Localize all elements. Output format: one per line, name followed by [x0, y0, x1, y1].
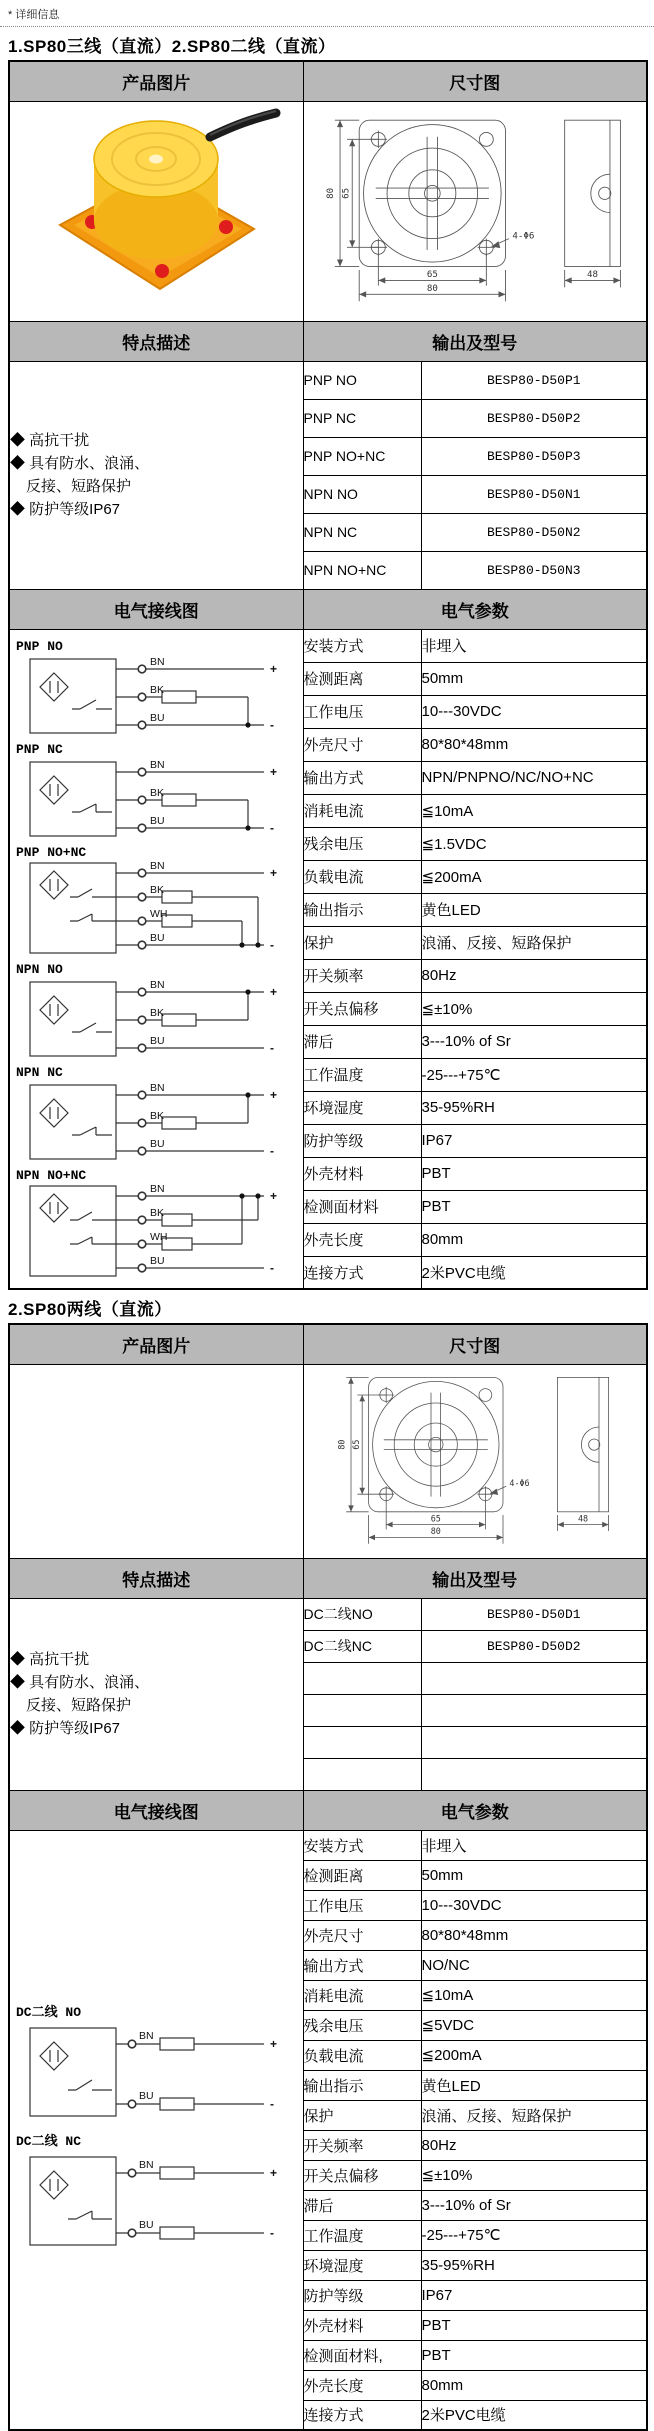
svg-text:BU: BU — [139, 2218, 154, 2231]
param-value-cell: 80*80*48mm — [421, 728, 647, 761]
param-value-cell: 浪涌、反接、短路保护 — [421, 2100, 647, 2130]
param-value-cell: 35-95%RH — [421, 1091, 647, 1124]
svg-text:4-Φ6: 4-Φ6 — [509, 1477, 530, 1488]
param-value-cell: 非埋入 — [421, 629, 647, 662]
param-label-cell: 连接方式 — [303, 2400, 421, 2430]
svg-text:+: + — [270, 2165, 278, 2180]
param-label-cell: 连接方式 — [303, 1256, 421, 1289]
col-header-dimension-1: 尺寸图 — [303, 61, 647, 101]
section1-table — [8, 60, 648, 1290]
dimension-diagram-2 — [319, 1366, 631, 1552]
param-label-cell: 检测面材料, — [303, 2340, 421, 2370]
svg-text:80: 80 — [430, 1525, 441, 1536]
output-type-cell — [303, 1662, 421, 1694]
output-type-cell: NPN NO — [303, 475, 421, 513]
param-value-cell: 50mm — [421, 662, 647, 695]
param-value-cell: PBT — [421, 2340, 647, 2370]
param-label-cell: 开关点偏移 — [303, 992, 421, 1025]
param-value-cell: ≦±10% — [421, 2160, 647, 2190]
features-cell-1: ◆ 高抗干扰 ◆ 具有防水、浪涌、 反接、短路保护 ◆ 防护等级IP67 — [9, 361, 303, 589]
svg-text:+: + — [270, 1188, 278, 1203]
param-value-cell: 50mm — [421, 1860, 647, 1890]
param-label-cell: 检测距离 — [303, 1860, 421, 1890]
svg-text:BK: BK — [150, 683, 165, 696]
svg-text:BN: BN — [139, 2029, 154, 2042]
svg-text:WH: WH — [150, 1230, 168, 1243]
col-header-output-2: 输出及型号 — [303, 1558, 647, 1598]
svg-text:PNP NC: PNP NC — [16, 741, 63, 757]
param-label-cell: 输出指示 — [303, 2070, 421, 2100]
svg-text:DC二线 NO: DC二线 NO — [16, 2004, 82, 2020]
svg-text:BN: BN — [150, 758, 165, 771]
svg-text:PNP NO: PNP NO — [16, 638, 63, 654]
param-value-cell: 2米PVC电缆 — [421, 2400, 647, 2430]
param-value-cell: IP67 — [421, 2280, 647, 2310]
svg-text:BU: BU — [150, 711, 165, 724]
output-model-cell: BESP80-D50N3 — [421, 551, 647, 589]
param-label-cell: 残余电压 — [303, 2010, 421, 2040]
svg-text:-: - — [270, 1143, 274, 1158]
dimension-diagram-cell-1 — [303, 101, 647, 321]
param-label-cell: 外壳材料 — [303, 2310, 421, 2340]
param-value-cell: 80*80*48mm — [421, 1920, 647, 1950]
svg-text:-: - — [270, 2096, 274, 2111]
param-label-cell: 负载电流 — [303, 860, 421, 893]
param-value-cell: ≦10mA — [421, 1980, 647, 2010]
output-type-cell: PNP NC — [303, 399, 421, 437]
output-model-cell — [421, 1758, 647, 1790]
detail-info-note: * 详细信息 — [8, 9, 60, 21]
param-label-cell: 防护等级 — [303, 1124, 421, 1157]
svg-text:NPN NC: NPN NC — [16, 1064, 63, 1080]
param-label-cell: 保护 — [303, 926, 421, 959]
param-label-cell: 安装方式 — [303, 1830, 421, 1860]
svg-text:+: + — [270, 1087, 278, 1102]
output-model-cell — [421, 1662, 647, 1694]
param-label-cell: 环境湿度 — [303, 1091, 421, 1124]
param-label-cell: 开关点偏移 — [303, 2160, 421, 2190]
svg-text:80: 80 — [325, 187, 336, 199]
param-value-cell: 80mm — [421, 1223, 647, 1256]
dimension-diagram-1 — [305, 108, 645, 310]
param-value-cell: 浪涌、反接、短路保护 — [421, 926, 647, 959]
param-label-cell: 工作温度 — [303, 1058, 421, 1091]
col-header-output-1: 输出及型号 — [303, 321, 647, 361]
output-model-cell: BESP80-D50N2 — [421, 513, 647, 551]
col-header-features-1: 特点描述 — [9, 321, 303, 361]
param-value-cell: 3---10% of Sr — [421, 1025, 647, 1058]
wiring-diagram-dc2-nc — [12, 2131, 300, 2259]
section1-heading: 1.SP80三线（直流）2.SP80二线（直流） — [8, 37, 336, 56]
output-model-cell: BESP80-D50D2 — [421, 1630, 647, 1662]
wiring-diagram-pnp-no — [12, 637, 300, 739]
svg-text:BK: BK — [150, 1109, 165, 1122]
features-cell-2: ◆ 高抗干扰 ◆ 具有防水、浪涌、 反接、短路保护 ◆ 防护等级IP67 — [9, 1598, 303, 1790]
param-value-cell: 3---10% of Sr — [421, 2190, 647, 2220]
param-label-cell: 防护等级 — [303, 2280, 421, 2310]
svg-text:BN: BN — [150, 1081, 165, 1094]
svg-text:BU: BU — [150, 1137, 165, 1150]
svg-text:80: 80 — [336, 1439, 347, 1450]
param-value-cell: ≦5VDC — [421, 2010, 647, 2040]
svg-text:BN: BN — [150, 655, 165, 668]
wiring-diagram-npn-nc — [12, 1063, 300, 1165]
wiring-diagram-pnp-nc — [12, 740, 300, 842]
output-model-cell — [421, 1726, 647, 1758]
output-model-cell: BESP80-D50N1 — [421, 475, 647, 513]
param-label-cell: 工作电压 — [303, 1890, 421, 1920]
param-label-cell: 滞后 — [303, 2190, 421, 2220]
param-label-cell: 外壳长度 — [303, 2370, 421, 2400]
wiring-cell-2 — [9, 1830, 303, 2430]
dotted-divider — [0, 25, 654, 27]
wiring-diagram-dc2-no — [12, 2002, 300, 2130]
product-photo-cell-2 — [9, 1364, 303, 1558]
col-header-wiring-1: 电气接线图 — [9, 589, 303, 629]
param-value-cell: ≦1.5VDC — [421, 827, 647, 860]
param-label-cell: 外壳长度 — [303, 1223, 421, 1256]
svg-text:48: 48 — [586, 269, 598, 280]
svg-text:PNP NO+NC: PNP NO+NC — [16, 844, 87, 860]
svg-text:65: 65 — [426, 269, 438, 280]
svg-text:BK: BK — [150, 786, 165, 799]
param-label-cell: 检测距离 — [303, 662, 421, 695]
svg-text:BK: BK — [150, 1006, 165, 1019]
param-value-cell: -25---+75℃ — [421, 2220, 647, 2250]
col-header-product-2: 产品图片 — [9, 1324, 303, 1364]
param-value-cell: 80Hz — [421, 2130, 647, 2160]
svg-text:WH: WH — [150, 907, 168, 920]
param-label-cell: 开关频率 — [303, 2130, 421, 2160]
output-type-cell — [303, 1726, 421, 1758]
svg-text:+: + — [270, 661, 278, 676]
svg-text:+: + — [270, 865, 278, 880]
product-photo — [30, 107, 282, 311]
svg-text:-: - — [270, 1260, 274, 1275]
output-model-cell: BESP80-D50P3 — [421, 437, 647, 475]
param-value-cell: 10---30VDC — [421, 695, 647, 728]
param-label-cell: 环境湿度 — [303, 2250, 421, 2280]
param-label-cell: 输出方式 — [303, 761, 421, 794]
wiring-diagram-pnp-nonc — [12, 843, 300, 959]
param-label-cell: 输出指示 — [303, 893, 421, 926]
wiring-diagram-npn-no — [12, 960, 300, 1062]
output-model-cell: BESP80-D50P2 — [421, 399, 647, 437]
col-header-params-1: 电气参数 — [303, 589, 647, 629]
param-label-cell: 保护 — [303, 2100, 421, 2130]
param-value-cell: 非埋入 — [421, 1830, 647, 1860]
param-value-cell: NPN/PNPNO/NC/NO+NC — [421, 761, 647, 794]
svg-text:BN: BN — [150, 1182, 165, 1195]
param-value-cell: 黄色LED — [421, 2070, 647, 2100]
output-type-cell: DC二线NC — [303, 1630, 421, 1662]
param-value-cell: -25---+75℃ — [421, 1058, 647, 1091]
param-value-cell: ≦±10% — [421, 992, 647, 1025]
output-type-cell — [303, 1758, 421, 1790]
output-type-cell: NPN NC — [303, 513, 421, 551]
svg-text:BK: BK — [150, 1206, 165, 1219]
output-type-cell: NPN NO+NC — [303, 551, 421, 589]
svg-text:65: 65 — [430, 1512, 441, 1523]
param-value-cell: 35-95%RH — [421, 2250, 647, 2280]
product-photo-cell — [9, 101, 303, 321]
svg-text:BU: BU — [139, 2089, 154, 2102]
svg-text:BN: BN — [150, 859, 165, 872]
svg-text:-: - — [270, 1040, 274, 1055]
param-value-cell: 黄色LED — [421, 893, 647, 926]
output-model-cell — [421, 1694, 647, 1726]
param-label-cell: 消耗电流 — [303, 1980, 421, 2010]
svg-text:80: 80 — [426, 283, 438, 294]
svg-text:DC二线 NC: DC二线 NC — [16, 2133, 82, 2149]
param-label-cell: 开关频率 — [303, 959, 421, 992]
section2-heading: 2.SP80两线（直流） — [8, 1300, 172, 1319]
param-label-cell: 残余电压 — [303, 827, 421, 860]
col-header-features-2: 特点描述 — [9, 1558, 303, 1598]
col-header-params-2: 电气参数 — [303, 1790, 647, 1830]
param-value-cell: ≦200mA — [421, 860, 647, 893]
svg-text:BK: BK — [150, 883, 165, 896]
output-type-cell: PNP NO+NC — [303, 437, 421, 475]
param-value-cell: PBT — [421, 2310, 647, 2340]
wiring-cell-1 — [9, 629, 303, 1289]
param-value-cell: PBT — [421, 1157, 647, 1190]
output-model-cell: BESP80-D50P1 — [421, 361, 647, 399]
svg-text:-: - — [270, 820, 274, 835]
wiring-diagram-npn-nonc — [12, 1166, 300, 1282]
param-label-cell: 外壳尺寸 — [303, 728, 421, 761]
param-value-cell: IP67 — [421, 1124, 647, 1157]
output-type-cell: DC二线NO — [303, 1598, 421, 1630]
svg-text:NPN NO: NPN NO — [16, 961, 63, 977]
param-label-cell: 工作电压 — [303, 695, 421, 728]
output-type-cell — [303, 1694, 421, 1726]
param-value-cell: NO/NC — [421, 1950, 647, 1980]
param-label-cell: 外壳材料 — [303, 1157, 421, 1190]
svg-text:BU: BU — [150, 1254, 165, 1267]
svg-text:-: - — [270, 937, 274, 952]
svg-text:BN: BN — [150, 978, 165, 991]
param-value-cell: 80Hz — [421, 959, 647, 992]
svg-text:65: 65 — [350, 1439, 361, 1450]
svg-text:-: - — [270, 717, 274, 732]
svg-text:-: - — [270, 2225, 274, 2240]
param-value-cell: ≦200mA — [421, 2040, 647, 2070]
col-header-product-1: 产品图片 — [9, 61, 303, 101]
param-label-cell: 外壳尺寸 — [303, 1920, 421, 1950]
svg-text:BU: BU — [150, 1034, 165, 1047]
param-value-cell: 80mm — [421, 2370, 647, 2400]
param-value-cell: ≦10mA — [421, 794, 647, 827]
col-header-wiring-2: 电气接线图 — [9, 1790, 303, 1830]
param-label-cell: 滞后 — [303, 1025, 421, 1058]
param-label-cell: 负载电流 — [303, 2040, 421, 2070]
svg-text:48: 48 — [577, 1512, 588, 1523]
param-label-cell: 安装方式 — [303, 629, 421, 662]
param-label-cell: 输出方式 — [303, 1950, 421, 1980]
output-type-cell: PNP NO — [303, 361, 421, 399]
svg-text:+: + — [270, 984, 278, 999]
param-value-cell: 10---30VDC — [421, 1890, 647, 1920]
svg-text:4-Φ6: 4-Φ6 — [512, 231, 535, 242]
svg-text:BU: BU — [150, 931, 165, 944]
param-value-cell: 2米PVC电缆 — [421, 1256, 647, 1289]
svg-text:NPN NO+NC: NPN NO+NC — [16, 1167, 87, 1183]
section2-table — [8, 1323, 648, 2431]
svg-text:BN: BN — [139, 2158, 154, 2171]
output-model-cell: BESP80-D50D1 — [421, 1598, 647, 1630]
svg-text:65: 65 — [341, 187, 352, 199]
col-header-dimension-2: 尺寸图 — [303, 1324, 647, 1364]
param-label-cell: 消耗电流 — [303, 794, 421, 827]
dimension-diagram-cell-2 — [303, 1364, 647, 1558]
param-value-cell: PBT — [421, 1190, 647, 1223]
svg-text:+: + — [270, 764, 278, 779]
param-label-cell: 工作温度 — [303, 2220, 421, 2250]
svg-text:+: + — [270, 2036, 278, 2051]
svg-text:BU: BU — [150, 814, 165, 827]
param-label-cell: 检测面材料 — [303, 1190, 421, 1223]
